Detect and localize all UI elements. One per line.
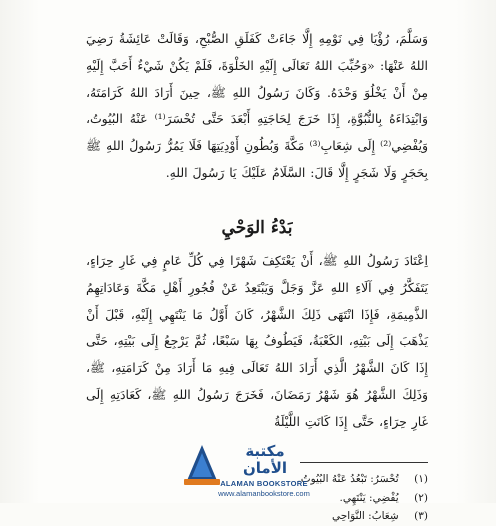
paragraph-1	[86, 26, 428, 187]
section-heading: بَدْءُ الوَحْيِ	[221, 218, 293, 238]
logo-arabic-name	[222, 443, 308, 477]
logo-english-name: ALAMAN BOOKSTORE	[220, 479, 308, 488]
footnote-number: (٢)	[414, 491, 428, 504]
footnote-number: (٣)	[414, 510, 428, 522]
footnote-divider	[300, 462, 428, 463]
footnote-3	[176, 507, 428, 526]
bookstore-watermark-logo	[176, 443, 312, 501]
logo-url: www.alamanbookstore.com	[218, 489, 310, 498]
logo-arabic-line-1: مكتبة	[245, 442, 285, 460]
paragraph-2-text: اِعْتَادَ رَسُولُ اللهِ ﷺ، أَنْ يَعْتَكِفَ شَهْرًا فِي كُلِّ عَامٍ فِي غَارِ حِرَاءٍ، يَتَفَكَّرُ فِي آلَاءِ اللهِ عَزَّ وَجَلَّ وَيَبْتَعِدُ عَنْ فُجُورِ أَهْلِ مَكَّةَ وَعَادَاتِهِمُ الذَّمِيمَةِ، فَإِذَا انْتَهَى ذَلِكَ الشَّهْرُ، كَانَ أَوَّلُ مَا يَنْتَهِي إِلَيْهِ، قَبْلَ أَنْ يَذْهَبَ إِلَى بَيْتِهِ، الكَعْبَةُ، فَيَطُوفُ بِهَا سَبْعًا، ثُمَّ يَرْجِعُ إِلَى بَيْتِهِ، حَتَّى إِذَا كَانَ الشَّهْرُ الَّذِي أَرَادَ اللهُ تَعَالَى فِيهِ مَا أَرَادَ مِنْ كَرَامَتِهِ، ﷺ، وَذَلِكَ الشَّهْرُ هُوَ شَهْرُ رَمَضَانَ، فَخَرَجَ رَسُولُ اللهِ ﷺ، كَعَادَتِهِ إِلَى غَارِ حِرَاءٍ، حَتَّى إِذَا كَانَتِ اللَّيْلَةُ	[86, 253, 428, 429]
footnote-text: تُحْسَرُ: تَبْعُدُ عَنْهُ البُيُوتُ.	[297, 473, 399, 485]
footnote-text: يُفْضِي: يَنْتَهِي.	[339, 491, 399, 504]
footnote-number: (١)	[414, 473, 428, 485]
paragraph-2	[86, 248, 428, 436]
logo-arabic-line-2: الأمان	[242, 459, 288, 477]
footnote-text: شِعَابُ: النَّوَاحِي	[331, 510, 399, 522]
paragraph-1-text: وَسَلَّمَ، رُؤْيَا فِي نَوْمِهِ إِلَّا جَاءَتْ كَفَلَقِ الصُّبْحِ، وَقَالَتْ عَائِشَةُ رَضِيَ اللهُ عَنْهَا: «وَحُبِّبَ اللهُ تَعَالَى إِلَيْهِ الخَلْوَةَ، فَلَمْ يَكُنْ شَيْءٌ أَحَبَّ إِلَيْهِ مِنْ أَنْ يَخْلُوَ وَحْدَهُ. وَكَانَ رَسُولُ اللهِ ﷺ، حِينَ أَرَادَ اللهُ كَرَامَتَهُ، وَابْتِدَاءَهُ بِالنُّبُوَّةِ، إِذَا خَرَجَ لِحَاجَتِهِ أَبْعَدَ حَتَّى تُحْسَرَ⁽¹⁾ عَنْهُ البُيُوتُ، وَيُفْضِي⁽²⁾ إِلَى شِعَابِ⁽³⁾ مَكَّةَ وَبُطُونِ أَوْدِيَتِهَا فَلَا يَمُرُّ رَسُولُ اللهِ ﷺ بِحَجَرٍ وَلَا شَجَرٍ إِلَّا قَالَ: السَّلَامُ عَلَيْكَ يَا رَسُولَ اللهِ.	[86, 31, 429, 180]
